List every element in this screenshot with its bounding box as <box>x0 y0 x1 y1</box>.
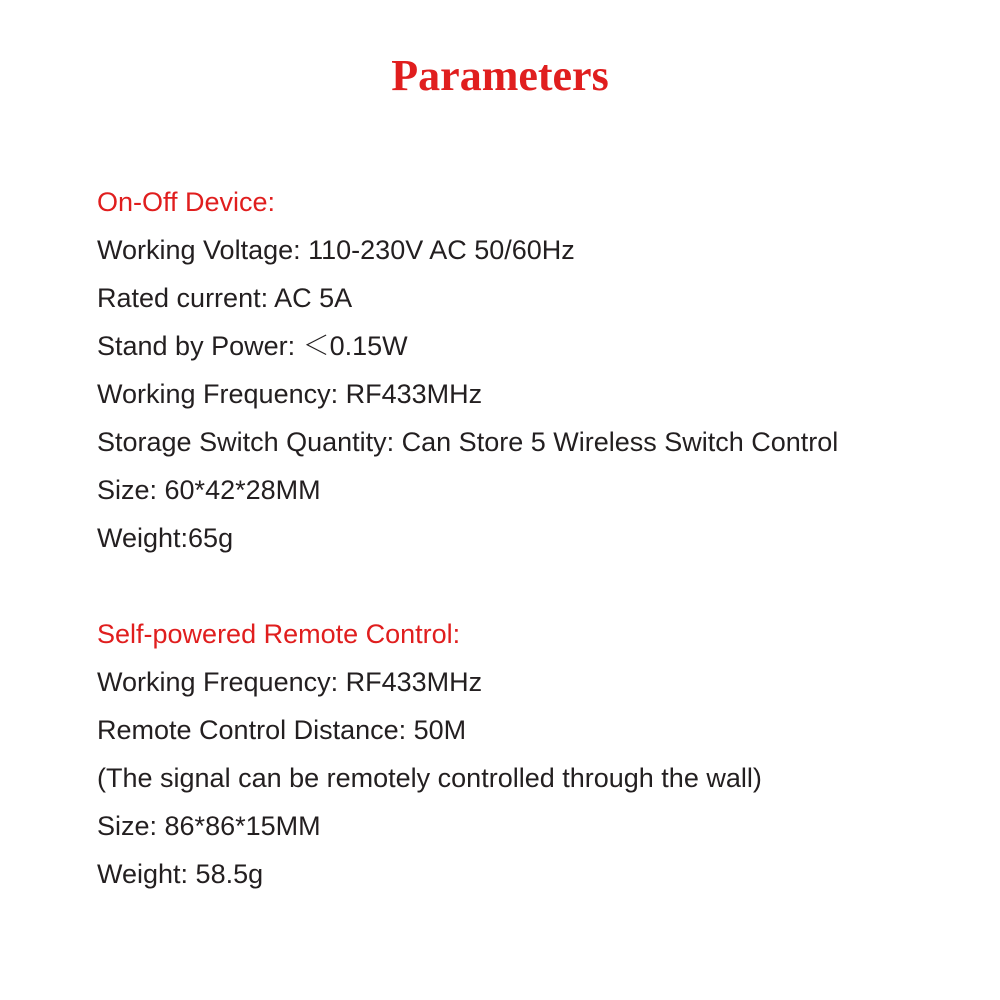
on-off-device-heading: On-Off Device: <box>97 187 276 217</box>
storage-switch-quantity-line: Storage Switch Quantity: Can Store 5 Wireless Switch Control <box>97 427 839 457</box>
remote-weight-line: Weight: 58.5g <box>97 859 264 889</box>
page-title: Parameters <box>391 51 609 100</box>
on-off-device-section <box>97 178 977 562</box>
rated-current-line: Rated current: AC 5A <box>97 283 353 313</box>
working-voltage-line: Working Voltage: 110-230V AC 50/60Hz <box>97 235 575 265</box>
signal-note-line: (The signal can be remotely controlled through the wall) <box>97 763 762 793</box>
remote-control-distance-line: Remote Control Distance: 50M <box>97 715 467 745</box>
device-weight-line: Weight:65g <box>97 523 234 553</box>
remote-control-section <box>97 610 977 898</box>
standby-power-line: Stand by Power: ＜0.15W <box>97 331 408 361</box>
remote-size-line: Size: 86*86*15MM <box>97 811 321 841</box>
device-size-line: Size: 60*42*28MM <box>97 475 321 505</box>
working-frequency-line: Working Frequency: RF433MHz <box>97 379 483 409</box>
remote-working-frequency-line: Working Frequency: RF433MHz <box>97 667 483 697</box>
remote-control-heading: Self-powered Remote Control: <box>97 619 461 649</box>
